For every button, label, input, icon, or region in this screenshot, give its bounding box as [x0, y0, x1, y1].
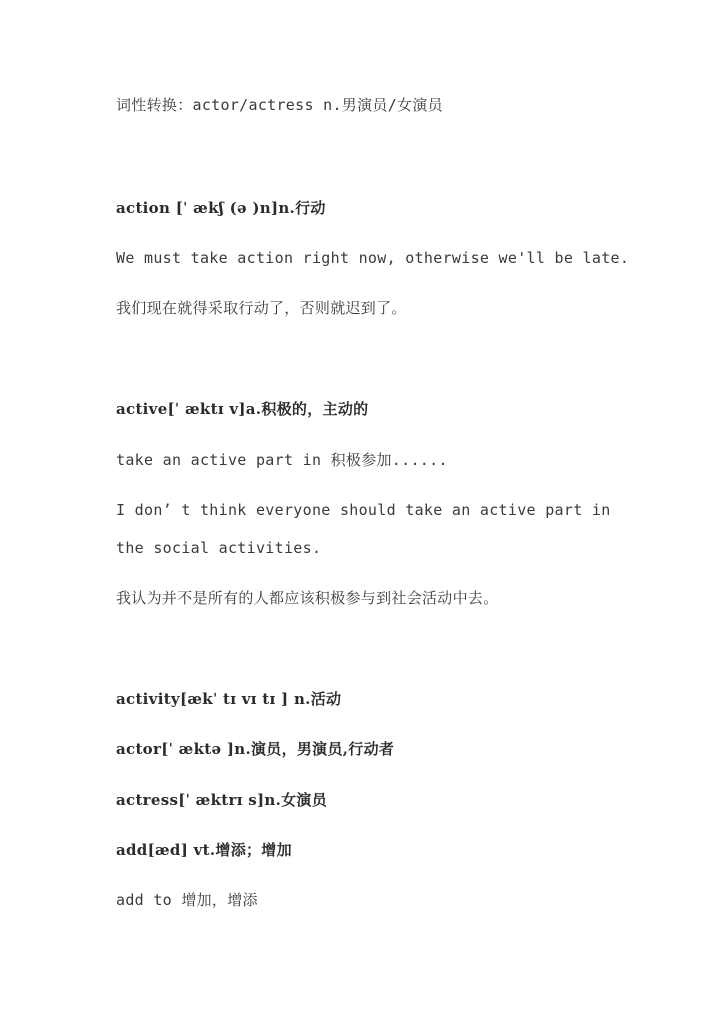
word-form-note: 词性转换：actor/actress n.男演员/女演员	[116, 96, 443, 114]
entry-active-example-zh: 我认为并不是所有的人都应该积极参与到社会活动中去。	[116, 589, 499, 607]
entry-action-example-en: We must take action right now, otherwise we'll be late.	[116, 249, 630, 267]
entry-active-example-en-2: the social activities.	[116, 539, 322, 557]
entry-action-headword: action [ˈ ækʃ (ə )n]n.行动	[116, 199, 326, 217]
entry-add-phrase: add to 增加，增添	[116, 891, 258, 909]
entry-active-phrase: take an active part in 积极参加......	[116, 451, 448, 469]
entry-action-example-zh: 我们现在就得采取行动了，否则就迟到了。	[116, 299, 407, 317]
entry-actress-headword: actress[ˈ æktrɪ s]n.女演员	[116, 791, 328, 809]
entry-active-example-en-1: I don’ t think everyone should take an active part in	[116, 501, 611, 519]
entry-actor-headword: actor[ˈ æktə ]n.演员，男演员,行动者	[116, 740, 395, 758]
entry-activity-headword: activity[ækˈ tɪ vɪ tɪ ] n.活动	[116, 690, 342, 708]
entry-add-headword: add[æd] vt.增添；增加	[116, 841, 292, 859]
entry-active-headword: active[ˈ æktɪ v]a.积极的，主动的	[116, 400, 369, 418]
